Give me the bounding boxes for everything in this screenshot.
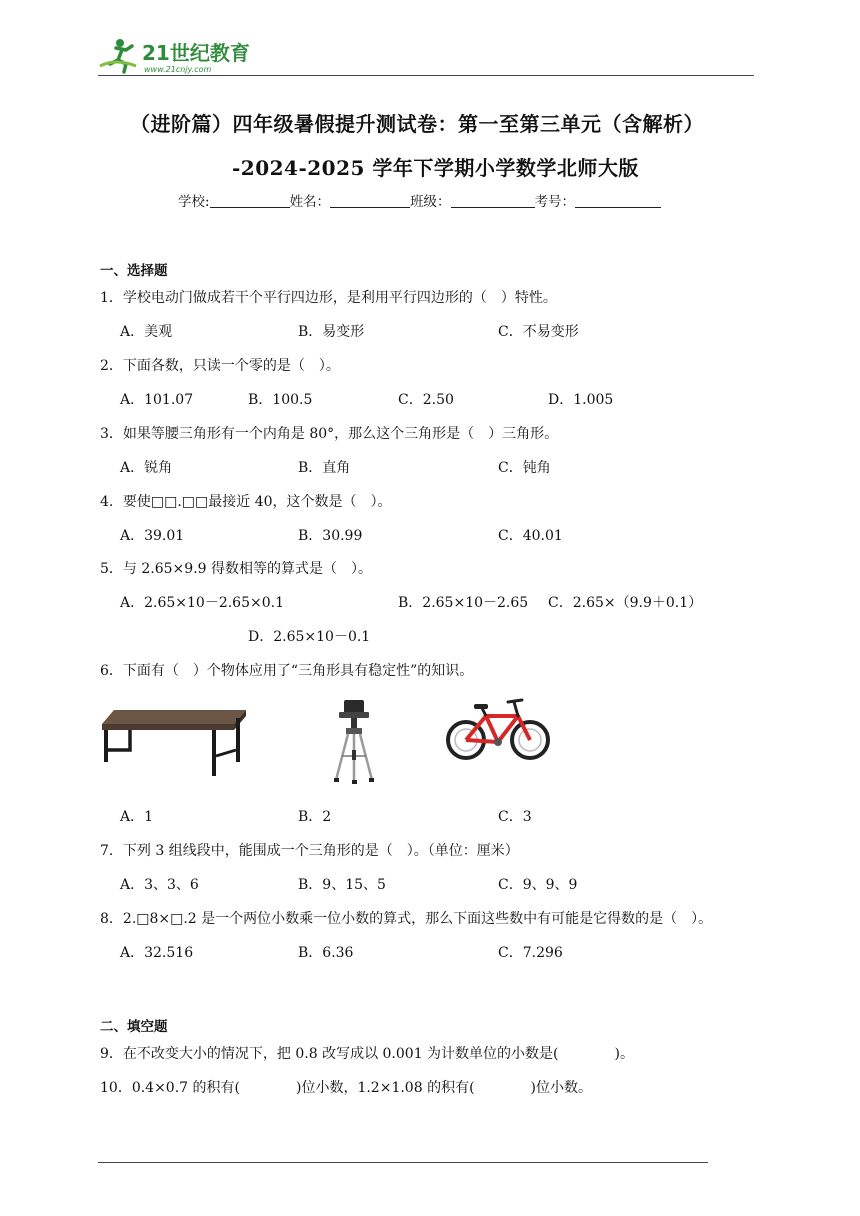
question-9[interactable]: 9．在不改变大小的情况下，把 0.8 改写成以 0.001 为计数单位的小数是( )。 (100, 1046, 634, 1062)
school-label: 学校: (178, 194, 210, 210)
q3-option-b[interactable]: B．直角 (298, 460, 351, 476)
class-blank[interactable] (451, 193, 535, 208)
q2-option-c[interactable]: C．2.50 (398, 392, 454, 408)
title-line-2: -2024-2025 学年下学期小学数学北师大版 (232, 156, 639, 180)
q6-option-b[interactable]: B．2 (298, 809, 332, 825)
q8-option-c[interactable]: C．7.296 (498, 945, 563, 961)
q3-option-c[interactable]: C．钝角 (498, 460, 551, 476)
q5-option-a[interactable]: A．2.65×10－2.65×0.1 (120, 595, 284, 611)
q8-option-a[interactable]: A．32.516 (120, 945, 194, 961)
section-title-choice: 一、选择题 (100, 263, 168, 279)
name-label: 姓名： (289, 194, 331, 210)
q1-option-a[interactable]: A．美观 (120, 324, 173, 340)
site-logo (96, 36, 266, 76)
question-6: 6．下面有（ ）个物体应用了“三角形具有稳定性”的知识。 (100, 663, 474, 679)
q7-option-a[interactable]: A．3、3、6 (120, 877, 199, 893)
q1-option-b[interactable]: B．易变形 (298, 324, 365, 340)
logo-text: 21世纪教育 (142, 41, 250, 65)
q6-option-c[interactable]: C．3 (498, 809, 532, 825)
question-5: 5．与 2.65×9.9 得数相等的算式是（ ）。 (100, 561, 372, 577)
bicycle-image (444, 694, 552, 764)
q5-option-d[interactable]: D．2.65×10－0.1 (248, 629, 371, 645)
table-image (100, 706, 248, 778)
q1-option-c[interactable]: C．不易变形 (498, 324, 579, 340)
header-rule (98, 75, 754, 76)
q8-option-b[interactable]: B．6.36 (298, 945, 354, 961)
number-blank[interactable] (575, 193, 661, 208)
student-info-line (178, 190, 661, 210)
school-blank[interactable] (210, 193, 290, 208)
question-1: 1．学校电动门做成若干个平行四边形，是利用平行四边形的（ ）特性。 (100, 290, 557, 306)
title-line-1: （进阶篇）四年级暑假提升测试卷：第一至第三单元（含解析） (130, 112, 704, 136)
q4-option-b[interactable]: B．30.99 (298, 528, 363, 544)
question-10[interactable]: 10．0.4×0.7 的积有( )位小数，1.2×1.08 的积有( )位小数。 (100, 1080, 592, 1096)
q4-option-a[interactable]: A．39.01 (120, 528, 185, 544)
question-2: 2．下面各数，只读一个零的是（ ）。 (100, 358, 340, 374)
footer-rule (98, 1162, 708, 1163)
q5-option-c[interactable]: C．2.65×（9.9＋0.1） (548, 595, 703, 611)
q2-option-a[interactable]: A．101.07 (120, 392, 194, 408)
q2-option-d[interactable]: D．1.005 (548, 392, 614, 408)
q6-option-a[interactable]: A．1 (120, 809, 154, 825)
q7-option-c[interactable]: C．9、9、9 (498, 877, 578, 893)
class-label: 班级： (410, 194, 451, 210)
name-blank[interactable] (330, 193, 410, 208)
q3-option-a[interactable]: A．锐角 (120, 460, 173, 476)
question-4: 4．要使□□.□□最接近 40，这个数是（ ）。 (100, 494, 392, 510)
q5-option-b[interactable]: B．2.65×10－2.65 (398, 595, 529, 611)
section-title-fill: 二、填空题 (100, 1019, 168, 1035)
q7-option-b[interactable]: B．9、15、5 (298, 877, 386, 893)
question-3: 3．如果等腰三角形有一个内角是 80°，那么这个三角形是（ ）三角形。 (100, 426, 559, 442)
tripod-image (332, 696, 376, 786)
q4-option-c[interactable]: C．40.01 (498, 528, 563, 544)
q2-option-b[interactable]: B．100.5 (248, 392, 313, 408)
question-7: 7．下列 3 组线段中，能围成一个三角形的是（ ）。（单位：厘米） (100, 843, 519, 859)
question-8: 8．2.□8×□.2 是一个两位小数乘一位小数的算式，那么下面这些数中有可能是它得数的是（ ）。 (100, 911, 713, 927)
number-label: 考号： (534, 194, 576, 210)
logo-url: www.21cnjy.com (144, 65, 212, 74)
